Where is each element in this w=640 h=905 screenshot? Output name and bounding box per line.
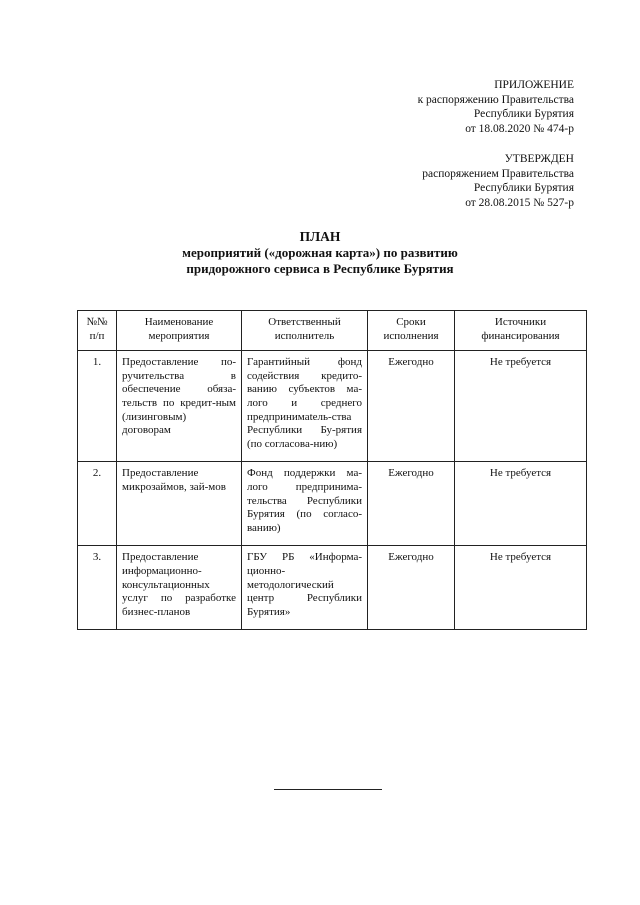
plan-table	[77, 310, 587, 630]
table-row	[78, 462, 587, 546]
row-number: 1.	[78, 351, 117, 462]
appendix-block	[418, 78, 574, 136]
row-source: Не требуется	[455, 546, 587, 630]
row-source: Не требуется	[455, 462, 587, 546]
header-num-line: п/п	[89, 329, 105, 342]
row-number: 2.	[78, 462, 117, 546]
row-activity: Предоставление по-ручительства в обеспечение обяза-тельств по кредит-ным (лизинговым) договорам	[117, 351, 242, 462]
table-header-row	[78, 311, 587, 351]
appendix-line: к распоряжению Правительства	[417, 93, 574, 106]
title-line-plan: ПЛАН	[299, 229, 341, 244]
header-source-line: финансирования	[481, 329, 560, 342]
header-num-line: №№	[86, 316, 108, 328]
header-source	[455, 311, 587, 351]
row-term: Ежегодно	[368, 462, 455, 546]
header-name	[117, 311, 242, 351]
appendix-line: Республики Бурятия	[473, 108, 574, 120]
header-term-line: исполнения	[383, 329, 439, 342]
approved-line: УТВЕРЖДЕН	[504, 153, 574, 165]
row-term: Ежегодно	[368, 351, 455, 462]
row-activity: Предоставление микрозаймов, зай-мов	[117, 462, 242, 546]
approved-line: от 28.08.2015 № 527-р	[465, 196, 574, 209]
approved-line: распоряжением Правительства	[422, 167, 574, 180]
header-term	[368, 311, 455, 351]
row-term: Ежегодно	[368, 546, 455, 630]
header-num	[78, 311, 117, 351]
table-row	[78, 546, 587, 630]
row-executor: Гарантийный фонд содействия кредито-ванию субъектов ма-лого и среднего предпринимatель-ства Республики Бу-рятия (по согласова-нию)	[242, 351, 368, 462]
header-name-line: мероприятия	[148, 329, 210, 342]
appendix-line: от 18.08.2020 № 474-р	[465, 122, 574, 135]
header-executor	[242, 311, 368, 351]
approved-line: Республики Бурятия	[473, 182, 574, 194]
approved-block	[422, 152, 574, 210]
table-row	[78, 351, 587, 462]
header-source-line: Источники	[494, 316, 547, 328]
row-source: Не требуется	[455, 351, 587, 462]
title-line-3: придорожного сервиса в Республике Бурятия	[186, 261, 454, 276]
appendix-line: ПРИЛОЖЕНИЕ	[494, 79, 574, 91]
row-activity: Предоставление информационно-консультационных услуг по разработке бизнес-планов	[117, 546, 242, 630]
header-executor-line: Ответственный	[268, 316, 341, 328]
header-executor-line: исполнитель	[274, 329, 335, 342]
header-name-line: Наименование	[144, 316, 214, 328]
header-term-line: Сроки	[396, 316, 426, 328]
document-title	[0, 229, 640, 277]
row-executor: Фонд поддержки ма-лого предпринима-тельства Республики Бурятия (по согласо-ванию)	[242, 462, 368, 546]
row-number: 3.	[78, 546, 117, 630]
closing-rule-line	[274, 789, 382, 790]
title-line-2: мероприятий («дорожная карта») по развитию	[182, 245, 458, 260]
row-executor: ГБУ РБ «Информа-ционно-методологический центр Республики Бурятия»	[242, 546, 368, 630]
